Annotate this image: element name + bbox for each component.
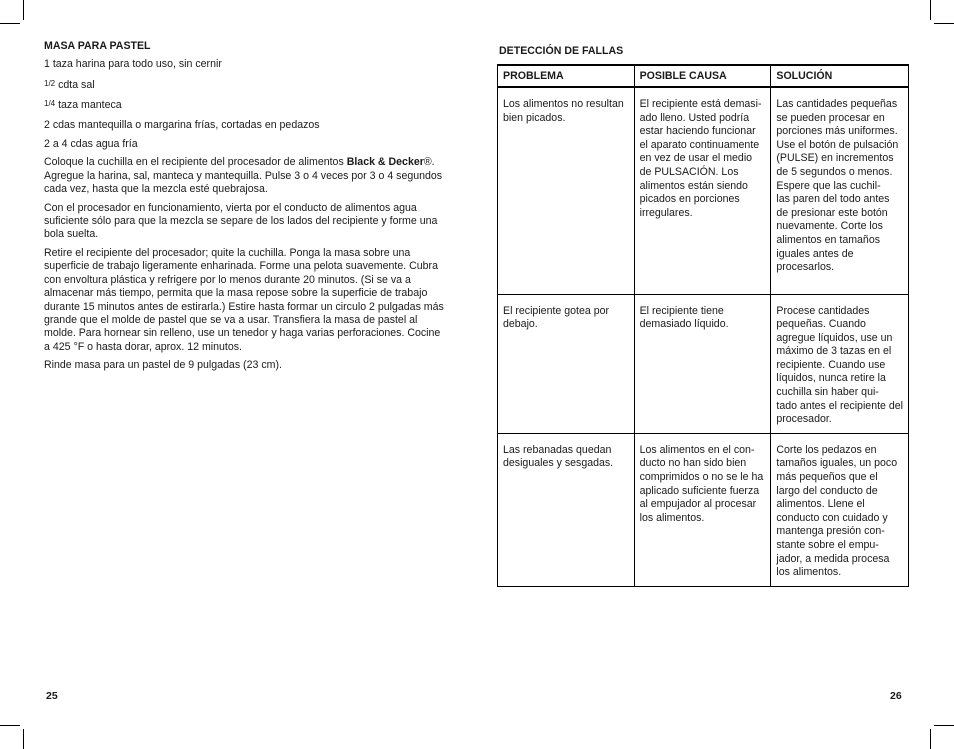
yield-note: Rinde masa para un pastel de 9 pulgadas (23 cm). [44,359,282,372]
cause-cell: Los alimentos en el con- ducto no han sido bien comprimidos o no se le ha aplicado suficiente fuerza al empujador al procesar los alimentos. [634,433,771,586]
right-page [497,45,909,587]
table-header-row [498,65,909,87]
fraction: 1/4 [44,99,56,109]
ingredient-line: 1 taza harina para todo uso, sin cernir [44,58,222,71]
instruction-paragraph: Con el procesador en funcionamiento, vierta por el conducto de alimentos agua suficiente sólo para que la mezcla se separe de los lados del recipiente y forme una bola suelta. [44,201,438,241]
crop-mark [0,725,20,726]
cause-cell: El recipiente tiene demasiado líquido. [634,294,771,433]
crop-mark [0,23,20,24]
page-number-right: 26 [890,690,902,702]
ingredient-line: 2 a 4 cdas agua fría [44,138,138,151]
solution-cell: Procese cantidades pequeñas. Cuando agregue líquidos, use un máximo de 3 tazas en el recipiente. Cuando use líquidos, nunca retire la cuchilla sin haber qui- tado antes el recipiente del procesador. [771,294,909,433]
column-header: SOLUCIÓN [771,65,909,87]
section-title: DETECCIÓN DE FALLAS [499,45,624,57]
solution-cell: Las cantidades pequeñas se pueden procesar en porciones más uniformes. Use el botón de pulsación (PULSE) en incrementos de 5 segundos o menos. Espere que las cuchil- las paren del todo antes de presionar este botón nuevamente. Corte los alimentos en tamaños iguales antes de procesarlos. [771,87,909,294]
column-header: POSIBLE CAUSA [634,65,771,87]
solution-cell: Corte los pedazos en tamaños iguales, un poco más pequeños que el largo del conducto de alimentos. Llene el conducto con cuidado y mantenga presión con- stante sobre el empu- jador, a medida procesa los alimentos. [771,433,909,586]
troubleshooting-table [497,64,909,587]
left-page [44,40,444,378]
ingredient-line: 1/4 taza manteca [44,99,122,112]
crop-mark [23,0,24,20]
problem-cell: Las rebanadas quedan desiguales y sesgadas. [498,433,635,586]
recipe-title: MASA PARA PASTEL [44,40,151,52]
ingredient-line: 1/2 cdta sal [44,78,95,91]
fraction: 1/2 [44,78,56,88]
page-number-left: 25 [46,690,58,702]
instruction-paragraph: Retire el recipiente del procesador; quite la cuchilla. Ponga la masa sobre una superficie de trabajo ligeramente enharinada. Forme una pelota suavemente. Cubra con envoltura plástica y refrigere por lo menos durante 20 minutos. (Si se va a almacenar más tiempo, permita que la masa repose sobre la superficie de trabajo durante 15 minutos antes de estirarla.) Estire hasta formar un circulo 2 pulgadas más grande que el molde de pastel que se va a usar. Transfiera la masa de pastel al molde. Para hornear sin relleno, use un tenedor y haga varias perforaciones. Cocine a 425 °F o hasta dorar, aprox. 12 minutos. [44,246,444,353]
table-row [498,433,909,586]
crop-mark [930,0,931,20]
table-row [498,87,909,294]
crop-mark [930,729,931,749]
problem-cell: Los alimentos no resultan bien picados. [498,87,635,294]
ingredient-line: 2 cdas mantequilla o margarina frías, cortadas en pedazos [44,118,320,131]
crop-mark [23,729,24,749]
brand-name: Black & Decker [346,156,424,169]
column-header: PROBLEMA [498,65,635,87]
cause-cell: El recipiente está demasi- ado lleno. Usted podría estar haciendo funcionar el aparato continuamente en vez de usar el medio de PULSACIÓN. Los alimentos están siendo picados en porciones irregulares. [634,87,771,294]
crop-mark [934,725,954,726]
instruction-paragraph: Coloque la cuchilla en el recipiente del procesador de alimentos Black & Decker®. Agregue la harina, sal, manteca y mantequilla. Pulse 3 o 4 veces por 3 o 4 segundos cada vez, hasta que la mezcla esté quebrajosa. [44,156,443,196]
problem-cell: El recipiente gotea por debajo. [498,294,635,433]
crop-mark [934,23,954,24]
table-row [498,294,909,433]
